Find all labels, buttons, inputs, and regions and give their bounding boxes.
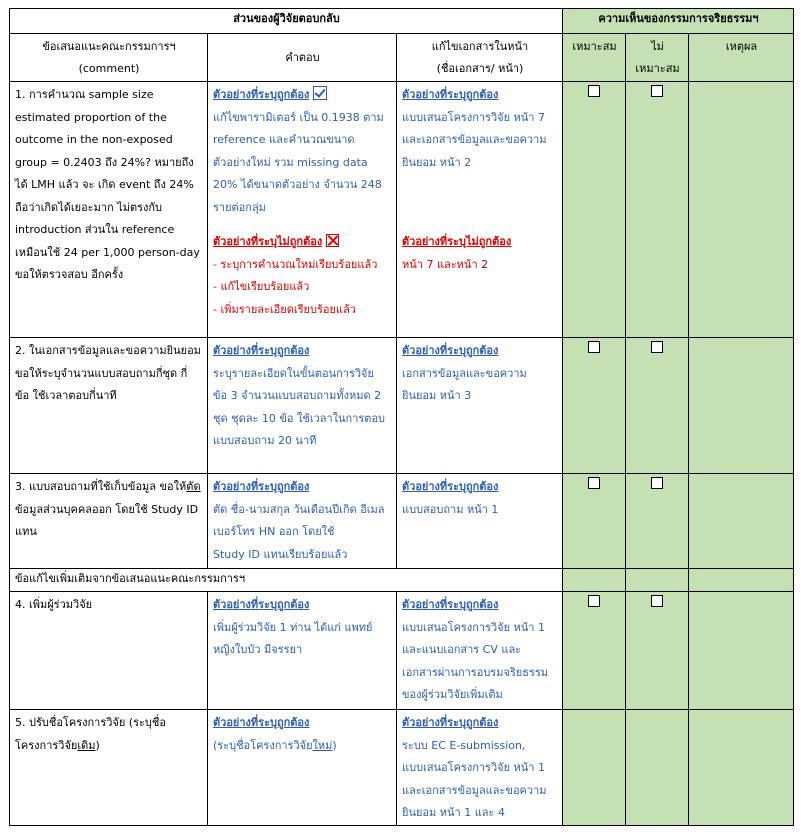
text-line: ถือว่าเกิดได้เยอะมาก ไม่ตรงกับ bbox=[15, 200, 163, 214]
text-line: 2. ในเอกสารข้อมูลและขอความยินยอม bbox=[15, 344, 201, 357]
appropriate-cell[interactable] bbox=[563, 710, 626, 826]
text-line: - เพิ่มรายละเอียดเรียบร้อยแล้ว bbox=[213, 302, 356, 316]
col-not-appropriate-header bbox=[626, 34, 689, 82]
table-row-5 bbox=[10, 710, 794, 826]
researcher-response-header: ส่วนของผู้วิจัยตอบกลับ bbox=[10, 9, 563, 34]
text-line: ชุด ชุดละ 10 ข้อ ใช้เวลาในการตอบ bbox=[213, 411, 386, 425]
col-reason-header: เหตุผล bbox=[689, 34, 794, 82]
crossed-box-icon bbox=[326, 234, 339, 247]
text-line: ) bbox=[95, 738, 100, 752]
text-line: เอกสารผ่านการอบรมจริยธรรม bbox=[402, 665, 549, 679]
text-line: แบบเสนอโครงการวิจัย หน้า 7 bbox=[402, 110, 545, 124]
text-line: เหมือนใช้ 24 per 1,000 person-day bbox=[15, 245, 200, 259]
text-line: ตัด ชื่อ-นามสกุล วันเดือนปีเกิด อีเมล bbox=[213, 502, 385, 516]
text-line: หน้า 7 และหน้า 2 bbox=[402, 257, 489, 271]
text-line: outcome in the non-exposed bbox=[15, 133, 173, 146]
correct-example-label: ตัวอย่างที่ระบุถูกต้อง bbox=[213, 344, 310, 357]
text-line: เดิม bbox=[77, 738, 96, 752]
not-appropriate-checkbox[interactable] bbox=[651, 341, 663, 353]
col-recommendation-header bbox=[10, 34, 208, 82]
comment-cell bbox=[10, 592, 208, 710]
table-row-2 bbox=[10, 338, 794, 474]
col-fix-header bbox=[397, 34, 563, 82]
correct-example-label: ตัวอย่างที่ระบุถูกต้อง bbox=[402, 344, 499, 357]
fix-cell bbox=[397, 592, 563, 710]
text-line: 5. ปรับชื่อโครงการวิจัย (ระบุชื่อ bbox=[15, 716, 166, 729]
response-table bbox=[9, 8, 794, 826]
text-line: ข้อมูลส่วนบุคคลออก โดยใช้ Study ID bbox=[15, 502, 199, 516]
text-line: แบบสอบถาม หน้า 1 bbox=[402, 502, 499, 516]
answer-cell bbox=[208, 592, 397, 710]
appropriate-checkbox[interactable] bbox=[588, 341, 600, 353]
table-row-1 bbox=[10, 82, 794, 338]
text-line: ขอให้ระบุจำนวนแบบสอบถามกี่ชุด กี่ bbox=[15, 366, 188, 380]
table-row-3 bbox=[10, 474, 794, 569]
text-line: 1. การคำนวณ sample size bbox=[15, 88, 154, 101]
appropriate-cell bbox=[563, 474, 626, 569]
text-line: ข้อ 3 จำนวนแบบสอบถามทั้งหมด 2 bbox=[213, 389, 382, 402]
reason-cell[interactable] bbox=[689, 710, 794, 826]
text-line: introduction ส่วนใน reference bbox=[15, 223, 175, 236]
text-line: (ระบุชื่อโครงการวิจัย bbox=[213, 738, 313, 752]
text-line: แบบเสนอโครงการวิจัย หน้า 1 bbox=[402, 620, 545, 634]
fix-cell bbox=[397, 338, 563, 474]
reason-cell[interactable] bbox=[689, 82, 794, 338]
text-line: - แก้ไขเรียบร้อยแล้ว bbox=[213, 280, 310, 293]
text-line: เพิ่มผู้ร่วมวิจัย 1 ท่าน ได้แก่ แพทย์ bbox=[213, 620, 373, 634]
correct-example-label: ตัวอย่างที่ระบุถูกต้อง bbox=[213, 480, 310, 493]
not-appropriate-checkbox[interactable] bbox=[651, 595, 663, 607]
incorrect-example-label: ตัวอย่างที่ระบุไม่ถูกต้อง bbox=[402, 235, 512, 248]
correct-example-label: ตัวอย่างที่ระบุถูกต้อง bbox=[213, 716, 310, 729]
text-line: หญิงใบบัว มีจรรยา bbox=[213, 643, 303, 656]
col-answer-header: คำตอบ bbox=[208, 34, 397, 82]
correct-example-label: ตัวอย่างที่ระบุถูกต้อง bbox=[402, 88, 499, 101]
text-line: ขอให้ตรวจสอบ อีกครั้ง bbox=[15, 268, 124, 281]
text-line: แทน bbox=[15, 525, 37, 538]
comment-cell bbox=[10, 82, 208, 338]
text-line: ยินยอม หน้า 3 bbox=[402, 389, 472, 402]
text-line: ข้อเสนอแนะคณะกรรมการฯ bbox=[42, 40, 176, 53]
header-row-1 bbox=[10, 9, 794, 34]
correct-example-label: ตัวอย่างที่ระบุถูกต้อง bbox=[213, 88, 310, 101]
checked-box-icon bbox=[313, 86, 327, 100]
text-line: group = 0.2403 ถึง 24%? หมายถึง bbox=[15, 155, 194, 169]
appropriate-cell bbox=[563, 338, 626, 474]
appropriate-cell bbox=[563, 82, 626, 338]
text-line: โครงการวิจัย bbox=[15, 738, 78, 752]
text-line: เอกสารข้อมูลและขอความ bbox=[402, 366, 527, 380]
text-line: (comment) bbox=[78, 62, 140, 75]
answer-cell bbox=[208, 474, 397, 569]
table-row-4 bbox=[10, 592, 794, 710]
text-line: Study ID แทนเรียบร้อยแล้ว bbox=[213, 547, 348, 561]
text-line: 4. เพิ่มผู้ร่วมวิจัย bbox=[15, 598, 93, 611]
fix-cell bbox=[397, 82, 563, 338]
correct-example-label: ตัวอย่างที่ระบุถูกต้อง bbox=[402, 716, 499, 729]
fix-cell bbox=[397, 474, 563, 569]
text-line: แก้ไขพารามิเตอร์ เป็น 0.1938 ตาม bbox=[213, 110, 384, 124]
section-row bbox=[10, 569, 794, 592]
comment-cell bbox=[10, 338, 208, 474]
not-appropriate-checkbox[interactable] bbox=[651, 477, 663, 489]
text-line: reference และคำนวณขนาด bbox=[213, 133, 355, 146]
text-line: และเอกสารข้อมูลและขอความ bbox=[402, 133, 547, 146]
text-line: แบบสอบถาม 20 นาที bbox=[213, 434, 317, 447]
text-line: และเอกสารข้อมูลและขอความ bbox=[402, 783, 547, 797]
section-extra-title: ข้อแก้ไขเพิ่มเติมจากข้อเสนอแนะคณะกรรมการฯ bbox=[10, 569, 563, 592]
text-line: (ชื่อเอกสาร/ หน้า) bbox=[436, 62, 524, 75]
text-line: ใหม่ bbox=[312, 738, 333, 752]
correct-example-label: ตัวอย่างที่ระบุถูกต้อง bbox=[402, 480, 499, 493]
text-line: ตัวอย่างใหม่ รวม missing data bbox=[213, 155, 368, 169]
committee-opinion-header: ความเห็นของกรรมการจริยธรรมฯ bbox=[563, 9, 794, 34]
comment-cell bbox=[10, 474, 208, 569]
text-line: รายต่อกลุ่ม bbox=[213, 200, 266, 214]
text-line: estimated proportion of the bbox=[15, 110, 167, 124]
incorrect-example-label: ตัวอย่างที่ระบุไม่ถูกต้อง bbox=[213, 235, 323, 248]
text-line: ระบุรายละเอียดในขั้นตอนการวิจัย bbox=[213, 366, 374, 380]
text-line: 20% ได้ขนาดตัวอย่าง จำนวน 248 bbox=[213, 178, 382, 191]
text-line: ยินยอม หน้า 2 bbox=[402, 155, 472, 169]
reason-cell[interactable] bbox=[689, 592, 794, 710]
not-appropriate-checkbox[interactable] bbox=[651, 85, 663, 97]
text-line: ข้อ ใช้เวลาตอบกี่นาที bbox=[15, 389, 117, 402]
reason-cell[interactable] bbox=[689, 474, 794, 569]
text-line: 3. แบบสอบถามที่ใช้เก็บข้อมูล ขอให้ bbox=[15, 480, 187, 493]
appropriate-cell bbox=[563, 592, 626, 710]
text-line: ) bbox=[332, 738, 337, 752]
text-line: เบอร์โทร HN ออก โดยใช้ bbox=[213, 525, 335, 538]
text-line: ไม่ bbox=[651, 40, 664, 53]
appropriate-checkbox[interactable] bbox=[588, 85, 600, 97]
not-appropriate-cell bbox=[626, 592, 689, 710]
appropriate-checkbox[interactable] bbox=[588, 477, 600, 489]
text-line: ยินยอม หน้า 1 และ 4 bbox=[402, 806, 505, 819]
text-line: แบบเสนอโครงการวิจัย หน้า 1 bbox=[402, 761, 545, 774]
correct-example-label: ตัวอย่างที่ระบุถูกต้อง bbox=[402, 598, 499, 611]
fix-cell bbox=[397, 710, 563, 826]
text-line: แก้ไขเอกสารในหน้า bbox=[431, 40, 529, 53]
not-appropriate-cell bbox=[626, 338, 689, 474]
not-appropriate-cell bbox=[626, 474, 689, 569]
text-line: - ระบุการคำนวณใหม่เรียบร้อยแล้ว bbox=[213, 257, 378, 271]
answer-cell bbox=[208, 338, 397, 474]
text-line: ได้ LMH แล้ว จะ เกิด event ถึง 24% bbox=[15, 178, 194, 191]
comment-cell bbox=[10, 710, 208, 826]
not-appropriate-cell bbox=[626, 82, 689, 338]
appropriate-checkbox[interactable] bbox=[588, 595, 600, 607]
not-appropriate-cell[interactable] bbox=[626, 710, 689, 826]
text-line: ของผู้ร่วมวิจัยเพิ่มเติม bbox=[402, 688, 503, 701]
text-line: และแนบเอกสาร CV และ bbox=[402, 643, 522, 656]
text-line: เหมาะสม bbox=[635, 62, 680, 75]
text-line: ระบบ EC E-submission, bbox=[402, 738, 526, 752]
answer-cell bbox=[208, 82, 397, 338]
reason-cell[interactable] bbox=[689, 338, 794, 474]
correct-example-label: ตัวอย่างที่ระบุถูกต้อง bbox=[213, 598, 310, 611]
answer-cell bbox=[208, 710, 397, 826]
col-appropriate-header: เหมาะสม bbox=[563, 34, 626, 82]
header-row-2 bbox=[10, 34, 794, 82]
text-line: ตัด bbox=[186, 480, 201, 493]
